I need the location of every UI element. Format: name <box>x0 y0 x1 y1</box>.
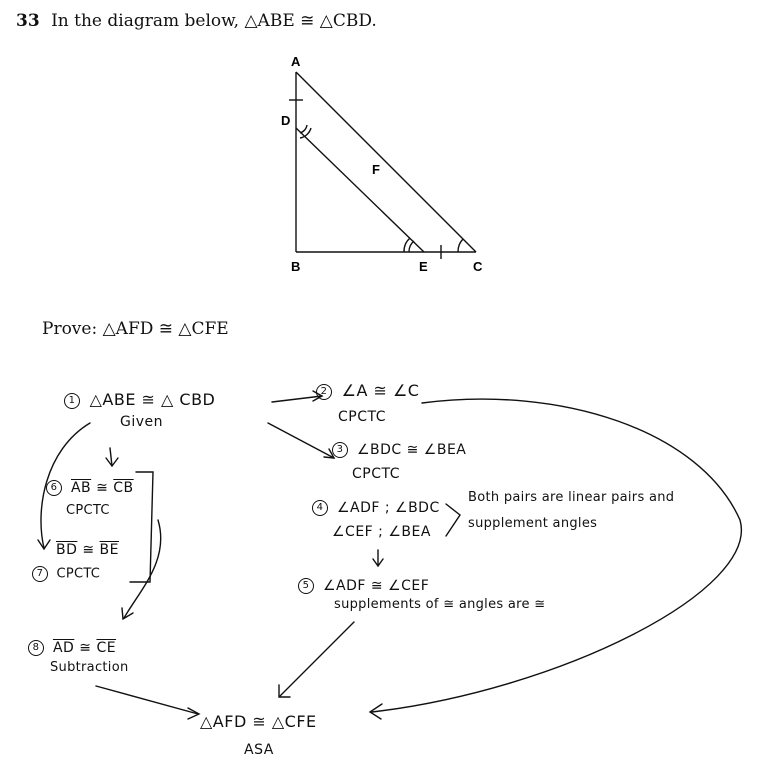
step3-text: ∠BDC ≅ ∠BEA <box>356 442 467 458</box>
label-e: E <box>419 259 428 274</box>
angle-arc-d <box>300 125 307 133</box>
step1-number: 1 <box>64 393 80 409</box>
brace-step4 <box>446 504 460 536</box>
step7-reason-row <box>32 566 100 582</box>
step3-reason: CPCTC <box>352 466 400 482</box>
question-number: 33 <box>16 11 40 31</box>
step5-reason: supplements of ≅ angles are ≅ <box>334 597 546 612</box>
step1-reason: Given <box>120 414 164 430</box>
label-f: F <box>372 162 380 177</box>
label-b: B <box>291 259 301 274</box>
step4-number: 4 <box>312 500 328 516</box>
step2-statement <box>316 381 419 400</box>
congruent-symbol: ≅ <box>96 480 109 496</box>
arrow-5-to-conclusion <box>280 622 354 696</box>
arrow-1-to-3 <box>268 423 334 458</box>
step2-text: ∠A ≅ ∠C <box>341 381 420 400</box>
step4-reason-line1: Both pairs are linear pairs and <box>468 490 675 505</box>
question-text: In the diagram below, △ABE ≅ △CBD. <box>51 11 377 31</box>
angle-arc-c <box>458 239 463 252</box>
step2-number: 2 <box>316 384 332 400</box>
conclusion-statement: △AFD ≅ △CFE <box>200 712 317 731</box>
label-d: D <box>281 113 291 128</box>
step4-line2: ∠CEF ; ∠BEA <box>332 524 431 540</box>
prove-statement: Prove: △AFD ≅ △CFE <box>42 319 229 339</box>
step3-statement <box>332 442 466 458</box>
triangle-diagram <box>289 72 476 259</box>
conclusion-reason: ASA <box>244 742 274 758</box>
arrow-1-to-2 <box>272 396 322 402</box>
congruent-symbol: ≅ <box>82 542 95 558</box>
step5-statement <box>298 578 429 594</box>
segment-cb-label: $\overline{CB}$ <box>113 480 134 496</box>
step8-statement <box>28 640 116 656</box>
step8-reason: Subtraction <box>50 660 129 675</box>
step1-text: △ABE ≅ △ CBD <box>89 390 216 409</box>
step7-number: 7 <box>32 566 48 582</box>
congruent-symbol: ≅ <box>79 640 92 656</box>
step6-statement <box>46 480 134 496</box>
segment-be-label: $\overline{BE}$ <box>99 542 119 558</box>
step4-statement <box>312 500 440 516</box>
arrow-8-to-conclusion <box>96 686 198 714</box>
step8-number: 8 <box>28 640 44 656</box>
step7-reason: CPCTC <box>56 566 101 582</box>
step3-number: 3 <box>332 442 348 458</box>
step1-statement <box>64 390 215 409</box>
step4-line1: ∠ADF ; ∠BDC <box>336 500 440 516</box>
step4-reason-line2: supplement angles <box>468 516 598 531</box>
label-c: C <box>473 259 483 274</box>
arrow-bracket-to-8 <box>124 520 161 618</box>
step6-reason: CPCTC <box>66 503 110 518</box>
segment-ce-label: $\overline{CE}$ <box>96 640 117 656</box>
segment-ab-label: $\overline{AB}$ <box>70 480 92 496</box>
segment-de <box>296 128 424 252</box>
segment-ac <box>296 72 476 252</box>
segment-bd-label: $\overline{BD}$ <box>56 542 78 558</box>
label-a: A <box>291 54 301 69</box>
step6-number: 6 <box>46 480 62 496</box>
step5-number: 5 <box>298 578 314 594</box>
step5-text: ∠ADF ≅ ∠CEF <box>322 578 430 594</box>
proof-arrows <box>38 391 741 719</box>
step7-statement <box>56 542 119 558</box>
angle-arc-e <box>409 241 414 252</box>
segment-ad-label: $\overline{AD}$ <box>52 640 75 656</box>
step2-reason: CPCTC <box>338 409 386 425</box>
